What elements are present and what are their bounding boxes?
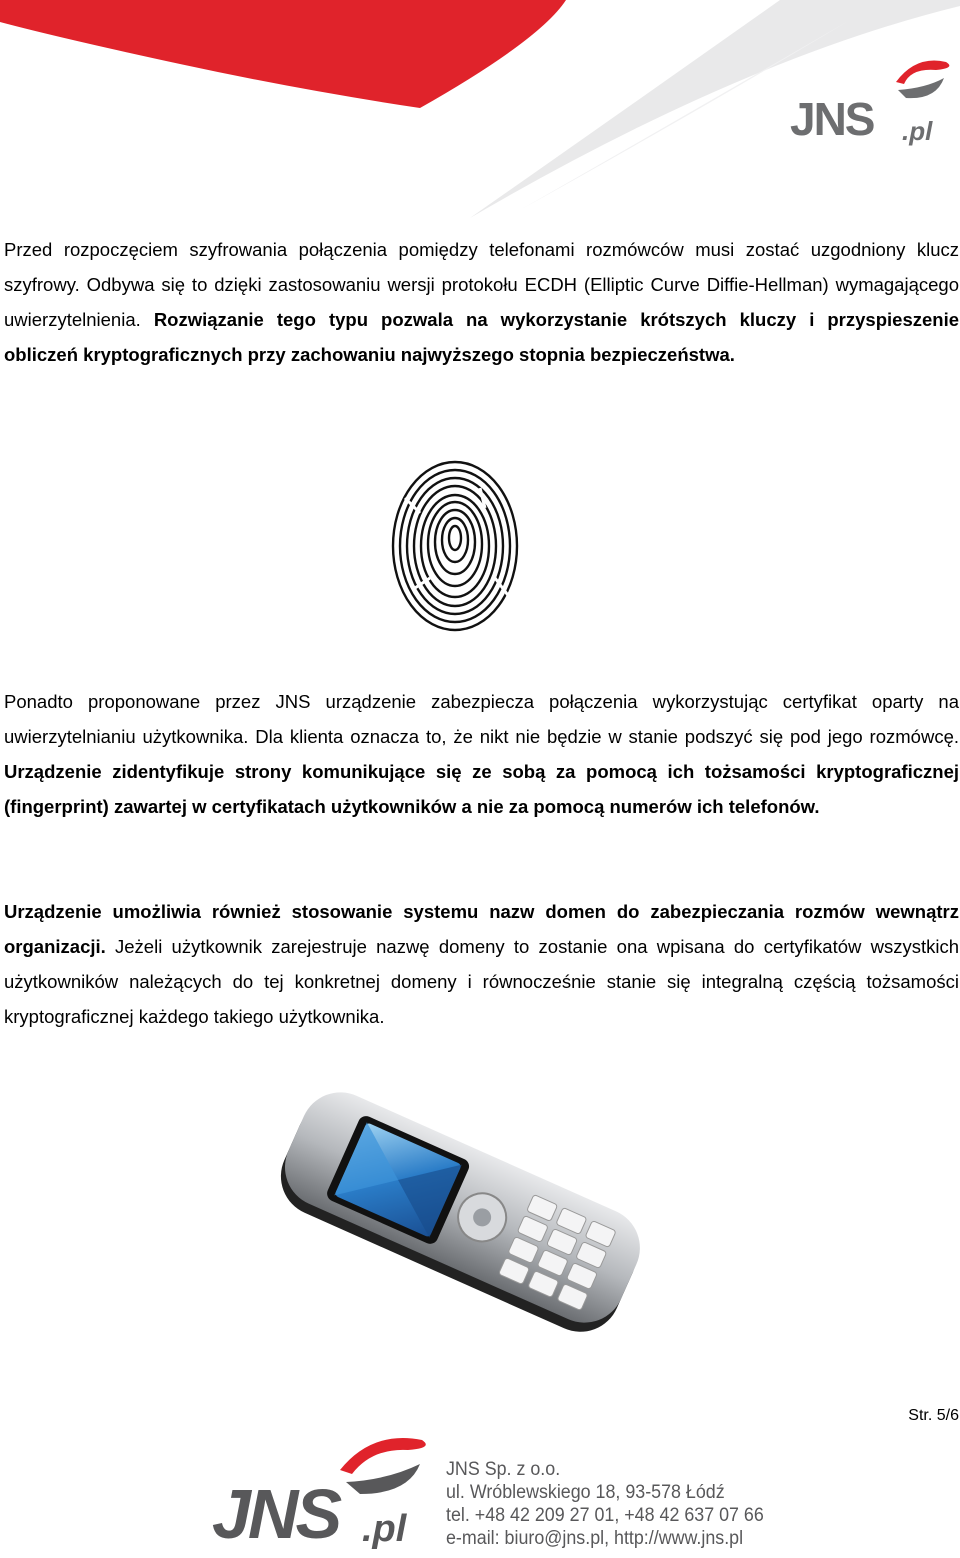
paragraph-3-bold: Urządzenie umożliwia również stosowanie systemu nazw domen do zabezpieczania rozmów wewnątrz organizacji. — [4, 901, 959, 957]
footer-company: JNS Sp. z o.o. — [446, 1459, 561, 1480]
header-logo-suffix: .pl — [902, 116, 933, 146]
header-logo — [786, 50, 956, 150]
footer-contact — [446, 1458, 764, 1550]
red-header-swoosh — [0, 0, 566, 108]
footer-email-link[interactable]: e-mail: biuro@jns.pl, http://www.jns.pl — [446, 1528, 744, 1549]
mobile-phone-image — [270, 1088, 650, 1338]
footer-logo-brand: JNS — [212, 1475, 340, 1553]
page-number: Str. 5/6 — [908, 1407, 959, 1424]
paragraph-2-bold: Urządzenie zidentyfikuje strony komunikujące się ze sobą za pomocą ich tożsamości kryptograficznej (fingerprint) zawartej w certyfikatach użytkowników a nie za pomocą numerów ich telefonów. — [4, 761, 959, 817]
paragraph-2-text: Ponadto proponowane przez JNS urządzenie zabezpiecza połączenia wykorzystując certyfikat oparty na uwierzytelnianiu użytkownika. Dla klienta oznacza to, że nikt nie będzie w stanie podszyć się pod jego rozmówcę. — [4, 691, 959, 747]
paragraph-1 — [4, 232, 959, 372]
paragraph-3-text: Jeżeli użytkownik zarejestruje nazwę domeny to zostanie ona wpisana do certyfikatów wszystkich użytkowników należących do tej konkretnej domeny i równocześnie stanie się integralną częścią tożsamości kryptograficznej każdego takiego użytkownika. — [4, 936, 959, 1027]
paragraph-1-bold: Rozwiązanie tego typu pozwala na wykorzystanie krótszych kluczy i przyspieszenie obliczeń kryptograficznych przy zachowaniu najwyższego stopnia bezpieczeństwa. — [4, 309, 959, 365]
paragraph-3 — [4, 894, 959, 1034]
footer-address: ul. Wróblewskiego 18, 93-578 Łódź — [446, 1482, 725, 1503]
header-logo-brand: JNS — [790, 93, 874, 145]
footer-logo — [212, 1428, 437, 1553]
footer-phone: tel. +48 42 209 27 01, +48 42 637 07 66 — [446, 1505, 764, 1526]
paragraph-2 — [4, 684, 959, 824]
footer-logo-suffix: .pl — [362, 1508, 407, 1550]
paragraph-1-text: Przed rozpoczęciem szyfrowania połączenia pomiędzy telefonami rozmówców musi zostać uzgodniony klucz szyfrowy. Odbywa się to dzięki zastosowaniu wersji protokołu ECDH (Elliptic Curve Diffie-Hellman) wymagającego uwierzytelnienia. — [4, 239, 959, 330]
fingerprint-image — [385, 458, 530, 640]
